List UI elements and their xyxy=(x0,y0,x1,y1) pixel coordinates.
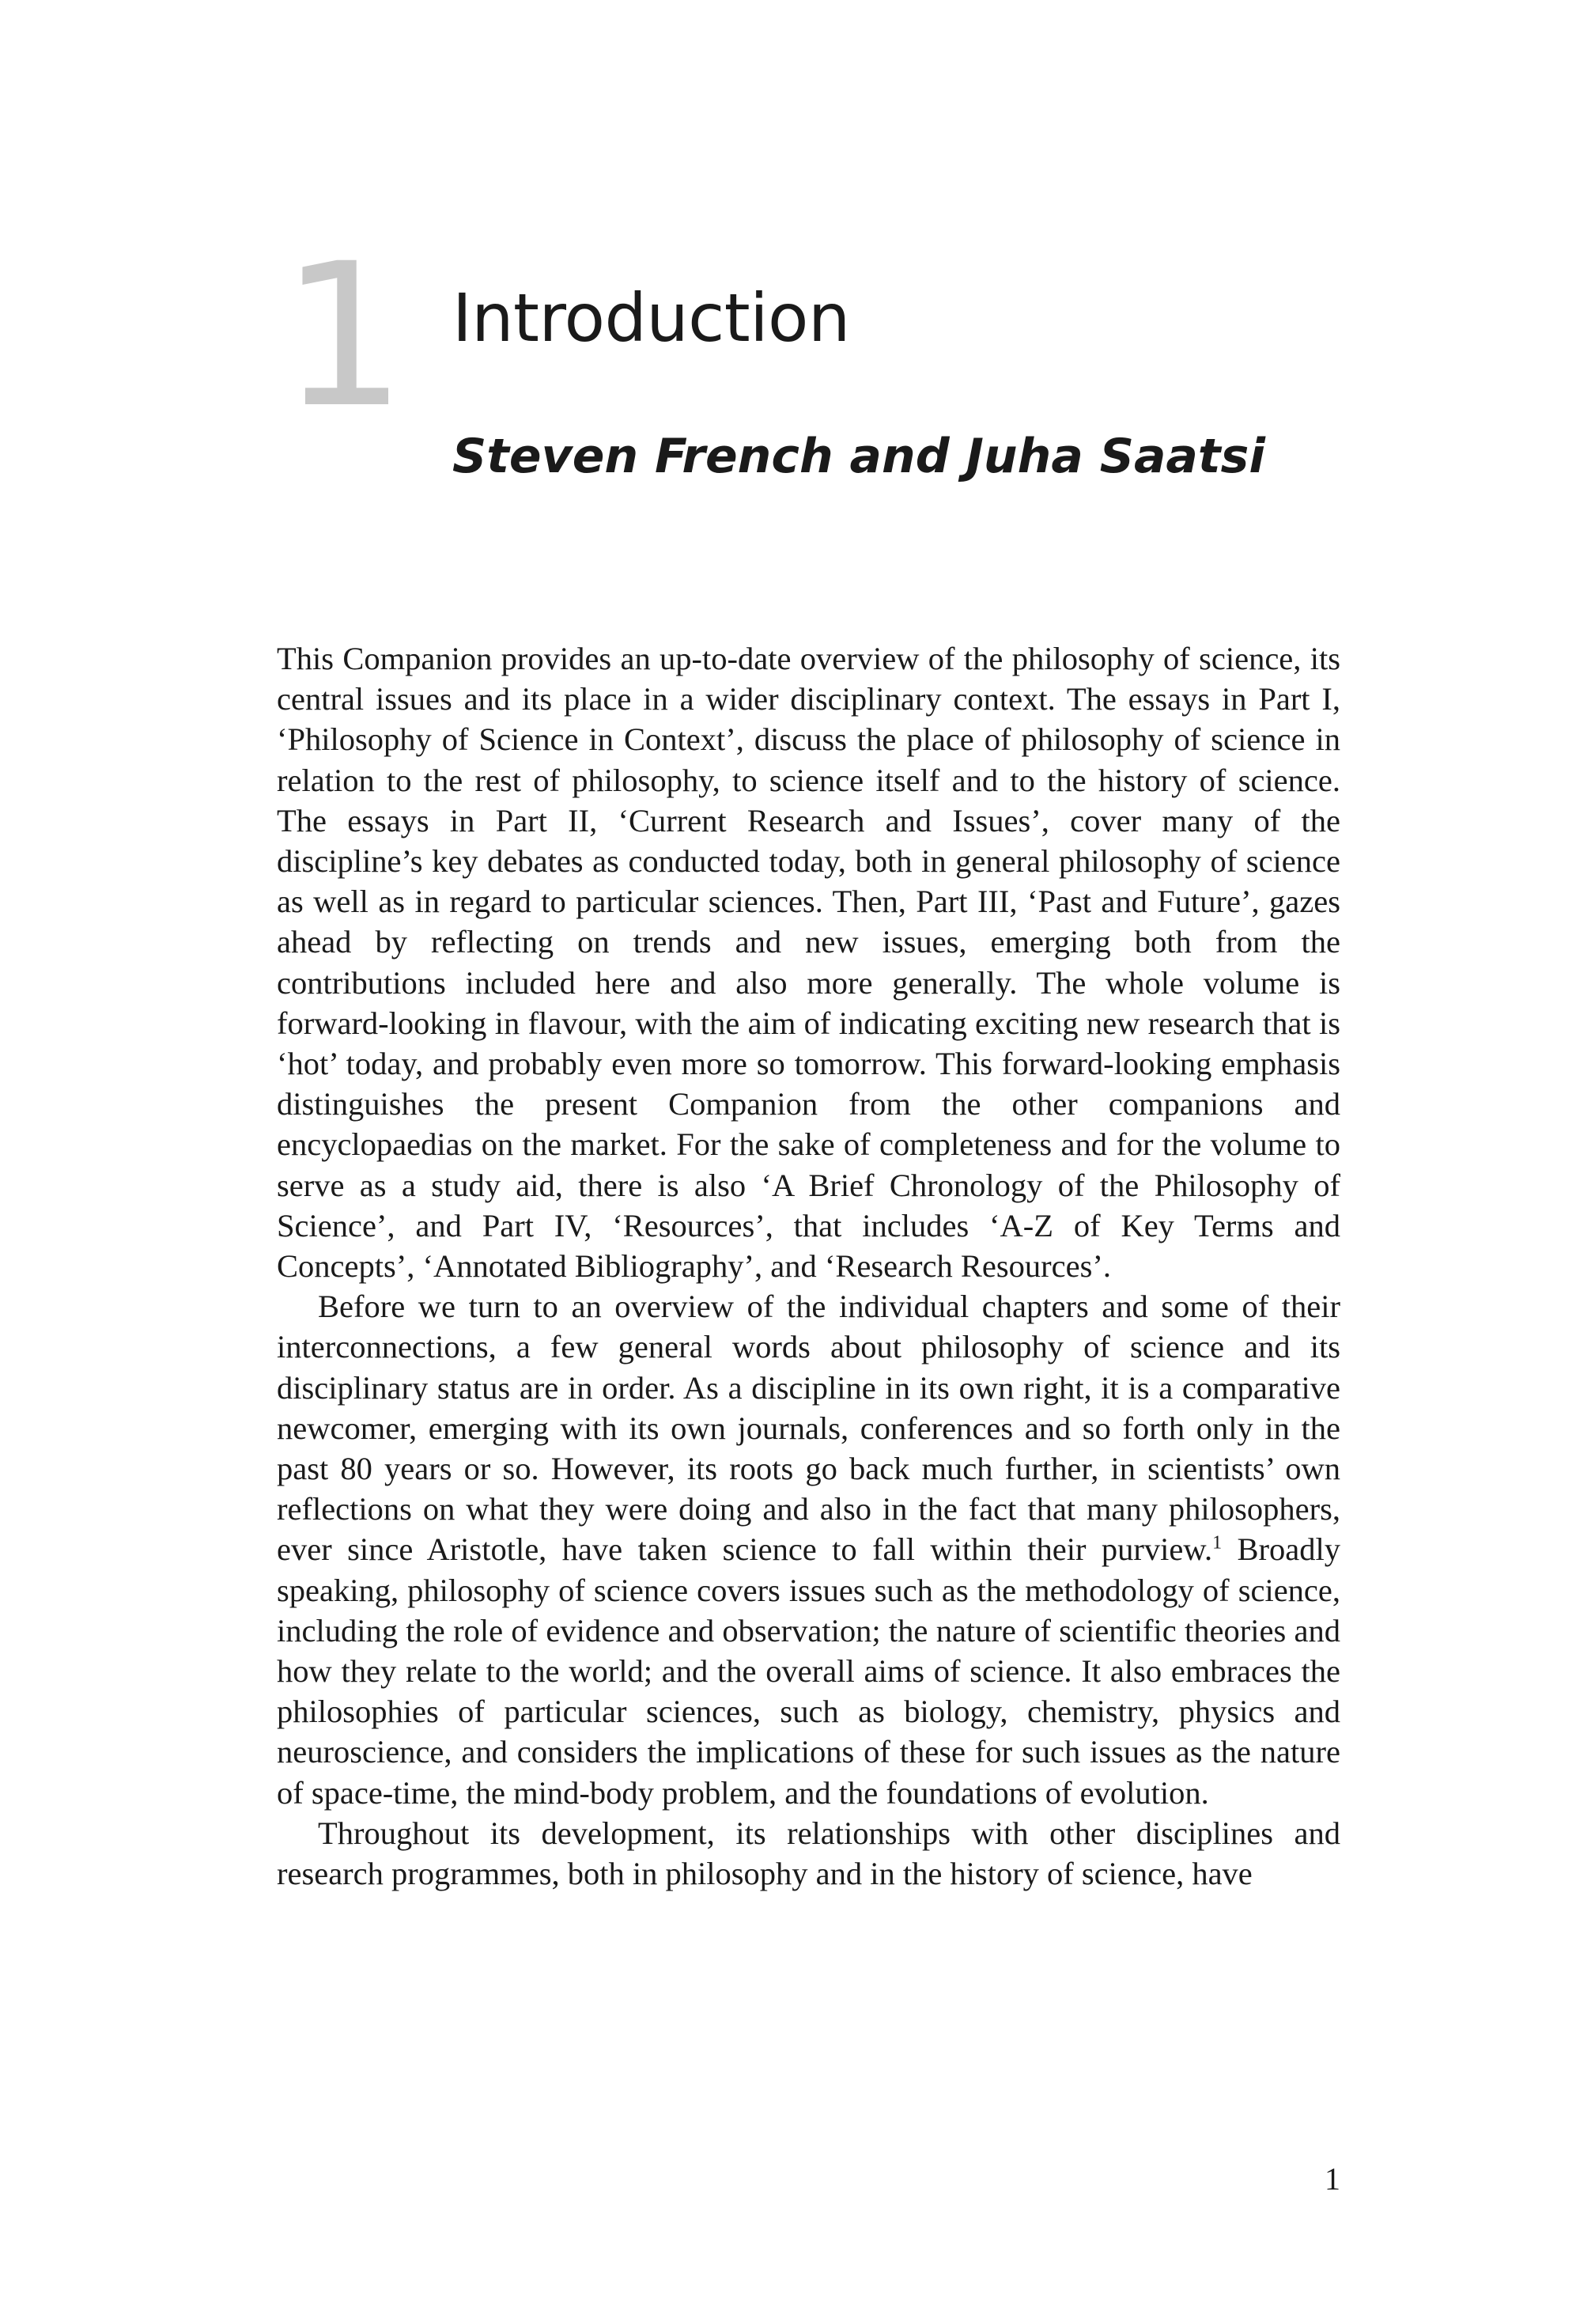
footnote-marker[interactable]: 1 xyxy=(1212,1532,1223,1554)
page-number: 1 xyxy=(1325,2161,1340,2197)
chapter-body xyxy=(277,638,1340,1894)
body-paragraph: This Companion provides an up-to-date overview of the philosophy of science, its central issues and its place in a wider disciplinary context. The essays in Part I, ‘Philosophy of Science in Context’, discuss the place of philosophy of science in relation to the rest of philosophy, to science itself and to the history of science. The essays in Part II, ‘Current Research and Issues’, cover many of the discipline’s key debates as conducted today, both in general philosophy of science as well as in regard to particular sciences. Then, Part III, ‘Past and Future’, gazes ahead by reflecting on trends and new issues, emerging both from the contributions included here and also more generally. The whole volume is forward-looking in flavour, with the aim of indicating exciting new research that is ‘hot’ today, and probably even more so tomorrow. This forward-looking emphasis distinguishes the present Companion from the other companions and encyclopaedias on the market. For the sake of completeness and for the volume to serve as a study aid, there is also ‘A Brief Chronology of the Philosophy of Science’, and Part IV, ‘Resources’, that includes ‘A-Z of Key Terms and Concepts’, ‘Annotated Bibliography’, and ‘Research Resources’. xyxy=(277,641,1340,1285)
body-text-segment: Before we turn to an overview of the individual chapters and some of their interconnections, a few general words about philosophy of science and its disciplinary status are in order. As a discipline in its own right, it is a comparative newcomer, emerging with its own journals, conferences and so forth only in the past 80 years or so. However, its roots go back much further, in scientists’ own reflections on what they were doing and also in the fact that many philosophers, ever since Aristotle, have taken science to fall within their purview. xyxy=(277,1289,1340,1568)
chapter-authors: Steven French and Juha Saatsi xyxy=(452,429,1265,484)
chapter-title: Introduction xyxy=(452,279,850,357)
chapter-number: 1 xyxy=(281,221,407,451)
body-paragraph xyxy=(277,1286,1340,1813)
body-paragraph: Throughout its development, its relationships with other disciplines and research programmes, both in philosophy and in the history of science, have xyxy=(277,1815,1340,1892)
body-text-segment: Broadly speaking, philosophy of science covers issues such as the methodology of science, including the role of evidence and observation; the nature of scientific theories and how they relate to the world; and the overall aims of science. It also embraces the philosophies of particular sciences, such as biology, chemistry, physics and neuroscience, and considers the implications of these for such issues as the nature of space-time, the mind-body problem, and the foundations of evolution. xyxy=(277,1531,1340,1811)
